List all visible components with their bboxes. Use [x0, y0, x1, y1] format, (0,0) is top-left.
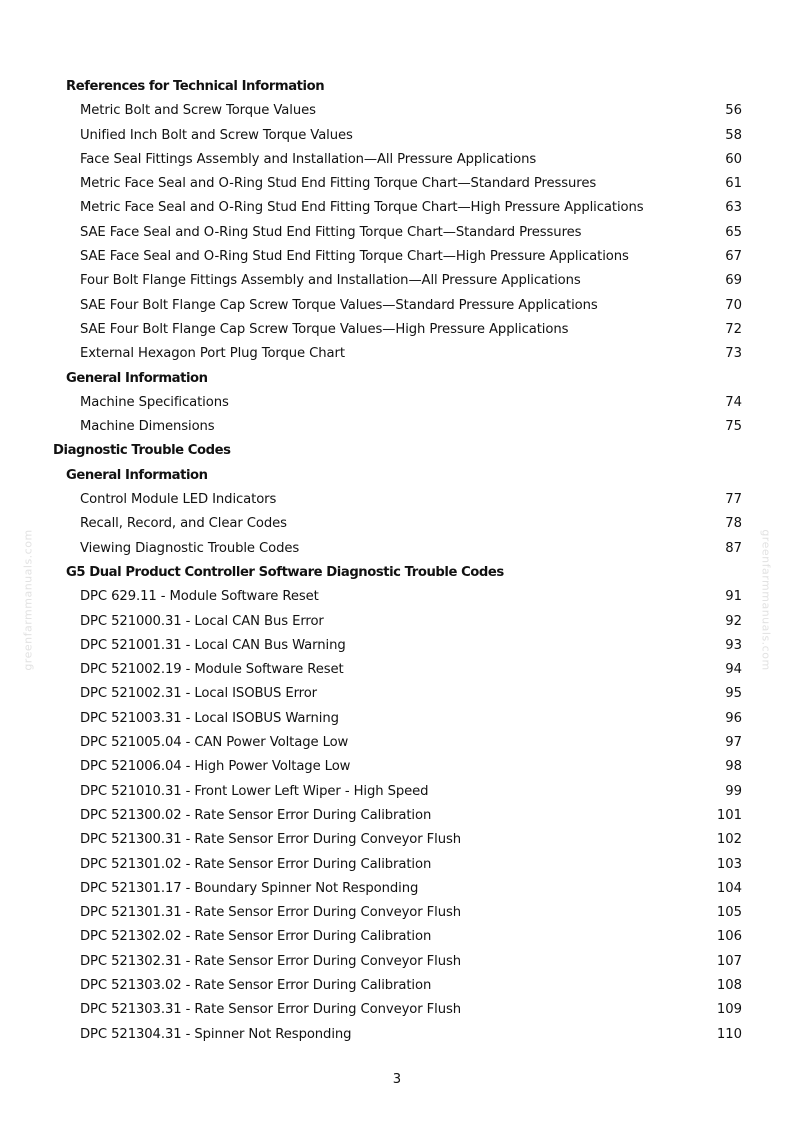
- toc-entry-title: SAE Face Seal and O-Ring Stud End Fitting Torque Chart—Standard Pressures: [80, 224, 582, 240]
- toc-entry[interactable]: [0, 707, 794, 731]
- toc-entry-title: General Information: [66, 370, 208, 386]
- toc-entry-title: DPC 521005.04 - CAN Power Voltage Low: [80, 735, 349, 751]
- toc-entry[interactable]: [0, 658, 794, 682]
- toc-entry-title: Unified Inch Bolt and Screw Torque Values: [80, 127, 353, 143]
- toc-entry[interactable]: [0, 610, 794, 634]
- toc-entry-page-number: 73: [725, 346, 742, 362]
- toc-entry[interactable]: [0, 391, 794, 415]
- toc-entry-title: External Hexagon Port Plug Torque Chart: [80, 346, 345, 362]
- toc-entry[interactable]: [0, 853, 794, 877]
- toc-entry[interactable]: [0, 99, 794, 123]
- toc-entry-title: DPC 521003.31 - Local ISOBUS Warning: [80, 710, 339, 726]
- toc-entry[interactable]: [0, 269, 794, 293]
- toc-entry[interactable]: [0, 342, 794, 366]
- toc-entry-page-number: 56: [725, 103, 742, 119]
- toc-entry-page-number: 61: [725, 176, 742, 192]
- toc-entry[interactable]: [0, 877, 794, 901]
- toc-entry[interactable]: [0, 828, 794, 852]
- toc-entry[interactable]: [0, 172, 794, 196]
- watermark-left: greenfarmmanuals.com: [21, 529, 35, 671]
- toc-entry[interactable]: [0, 585, 794, 609]
- toc-entry[interactable]: [0, 148, 794, 172]
- toc-entry-page-number: 91: [725, 589, 742, 605]
- toc-entry[interactable]: [0, 1023, 794, 1047]
- toc-entry-title: DPC 521002.19 - Module Software Reset: [80, 662, 344, 678]
- toc-entry[interactable]: [0, 512, 794, 536]
- toc-entry-page-number: 69: [725, 273, 742, 289]
- toc-entry-title: Diagnostic Trouble Codes: [53, 443, 231, 459]
- toc-entry-page-number: 96: [725, 710, 742, 726]
- toc-entry-page-number: 95: [725, 686, 742, 702]
- toc-entry-title: General Information: [66, 467, 208, 483]
- toc-entry-page-number: 104: [716, 880, 742, 896]
- toc-entry-title: SAE Four Bolt Flange Cap Screw Torque Values—Standard Pressure Applications: [80, 297, 598, 313]
- toc-entry[interactable]: [0, 634, 794, 658]
- toc-entry-page-number: 99: [725, 783, 742, 799]
- toc-entry-title: DPC 521304.31 - Spinner Not Responding: [80, 1026, 352, 1042]
- toc-entry-page-number: 87: [725, 540, 742, 556]
- toc-entry-page-number: 77: [725, 492, 742, 508]
- toc-entry-title: DPC 521002.31 - Local ISOBUS Error: [80, 686, 317, 702]
- toc-entry-page-number: 108: [716, 977, 742, 993]
- toc-entry-page-number: 93: [725, 637, 742, 653]
- toc-entry-title: Metric Face Seal and O-Ring Stud End Fitting Torque Chart—High Pressure Applications: [80, 200, 644, 216]
- toc-entry-page-number: 78: [725, 516, 742, 532]
- toc-entry-title: G5 Dual Product Controller Software Diagnostic Trouble Codes: [66, 564, 504, 580]
- toc-entry[interactable]: [0, 124, 794, 148]
- toc-entry[interactable]: [0, 415, 794, 439]
- toc-entry[interactable]: [0, 221, 794, 245]
- toc-entry-page-number: 70: [725, 297, 742, 313]
- toc-entry-title: SAE Four Bolt Flange Cap Screw Torque Values—High Pressure Applications: [80, 321, 569, 337]
- toc-entry-title: Viewing Diagnostic Trouble Codes: [80, 540, 300, 556]
- toc-entry[interactable]: [0, 537, 794, 561]
- toc-entry[interactable]: [0, 731, 794, 755]
- toc-entry-page-number: 94: [725, 662, 742, 678]
- table-of-contents: [0, 75, 794, 1047]
- toc-entry[interactable]: [0, 780, 794, 804]
- toc-entry-title: Recall, Record, and Clear Codes: [80, 516, 287, 532]
- watermark-right: greenfarmmanuals.com: [759, 529, 773, 671]
- toc-entry[interactable]: [0, 682, 794, 706]
- toc-entry-page-number: 98: [725, 759, 742, 775]
- toc-entry-title: DPC 521300.02 - Rate Sensor Error During Calibration: [80, 807, 432, 823]
- toc-entry-page-number: 65: [725, 224, 742, 240]
- toc-entry-title: DPC 521010.31 - Front Lower Left Wiper - High Speed: [80, 783, 429, 799]
- toc-entry-title: SAE Face Seal and O-Ring Stud End Fitting Torque Chart—High Pressure Applications: [80, 249, 629, 265]
- toc-entry-title: DPC 521001.31 - Local CAN Bus Warning: [80, 637, 346, 653]
- toc-entry-title: Face Seal Fittings Assembly and Installation—All Pressure Applications: [80, 151, 537, 167]
- toc-entry[interactable]: [0, 974, 794, 998]
- toc-entry-title: DPC 521006.04 - High Power Voltage Low: [80, 759, 351, 775]
- toc-entry-page-number: 110: [716, 1026, 742, 1042]
- toc-entry-page-number: 72: [725, 321, 742, 337]
- toc-entry[interactable]: [0, 294, 794, 318]
- toc-entry-title: References for Technical Information: [66, 79, 325, 94]
- toc-entry-title: Metric Bolt and Screw Torque Values: [80, 103, 316, 119]
- toc-entry[interactable]: [0, 804, 794, 828]
- toc-entry-page-number: 92: [725, 613, 742, 629]
- toc-entry-page-number: 58: [725, 127, 742, 143]
- toc-entry[interactable]: [0, 998, 794, 1022]
- toc-section-heading[interactable]: [0, 561, 794, 585]
- toc-entry-page-number: 102: [716, 832, 742, 848]
- toc-entry-title: DPC 521000.31 - Local CAN Bus Error: [80, 613, 324, 629]
- toc-entry-title: DPC 521300.31 - Rate Sensor Error During Conveyor Flush: [80, 832, 462, 848]
- page-number: 3: [392, 1072, 402, 1087]
- toc-entry-page-number: 60: [725, 151, 742, 167]
- toc-entry-title: DPC 521301.31 - Rate Sensor Error During Conveyor Flush: [80, 905, 462, 921]
- toc-entry-title: Four Bolt Flange Fittings Assembly and Installation—All Pressure Applications: [80, 273, 581, 289]
- toc-entry[interactable]: [0, 245, 794, 269]
- toc-entry[interactable]: [0, 196, 794, 220]
- toc-entry-page-number: 106: [716, 929, 742, 945]
- toc-entry[interactable]: [0, 950, 794, 974]
- toc-entry-title: DPC 521301.02 - Rate Sensor Error During Calibration: [80, 856, 432, 872]
- toc-entry-title: DPC 521303.31 - Rate Sensor Error During Conveyor Flush: [80, 1002, 462, 1018]
- toc-entry-page-number: 67: [725, 249, 742, 265]
- toc-entry-title: Metric Face Seal and O-Ring Stud End Fitting Torque Chart—Standard Pressures: [80, 176, 597, 192]
- toc-entry-title: DPC 521301.17 - Boundary Spinner Not Responding: [80, 880, 419, 896]
- toc-entry-title: DPC 629.11 - Module Software Reset: [80, 589, 319, 605]
- toc-entry-page-number: 105: [716, 905, 742, 921]
- toc-entry[interactable]: [0, 488, 794, 512]
- toc-entry-title: Machine Specifications: [80, 394, 229, 410]
- toc-section-heading[interactable]: [0, 75, 794, 99]
- toc-section-heading[interactable]: [0, 367, 794, 391]
- toc-entry[interactable]: [0, 925, 794, 949]
- toc-entry[interactable]: [0, 755, 794, 779]
- toc-entry-title: DPC 521303.02 - Rate Sensor Error During Calibration: [80, 977, 432, 993]
- toc-entry-page-number: 63: [725, 200, 742, 216]
- toc-chapter-heading[interactable]: [0, 439, 794, 463]
- toc-entry-page-number: 74: [725, 394, 742, 410]
- toc-entry-page-number: 75: [725, 419, 742, 435]
- toc-entry[interactable]: [0, 318, 794, 342]
- toc-entry-title: Machine Dimensions: [80, 419, 215, 435]
- toc-entry-page-number: 107: [716, 953, 742, 969]
- toc-entry[interactable]: [0, 901, 794, 925]
- toc-section-heading[interactable]: [0, 464, 794, 488]
- toc-entry-title: Control Module LED Indicators: [80, 492, 277, 508]
- toc-entry-title: DPC 521302.31 - Rate Sensor Error During Conveyor Flush: [80, 953, 462, 969]
- toc-entry-page-number: 109: [716, 1002, 742, 1018]
- toc-entry-page-number: 103: [716, 856, 742, 872]
- toc-entry-page-number: 101: [716, 807, 742, 823]
- toc-entry-title: DPC 521302.02 - Rate Sensor Error During Calibration: [80, 929, 432, 945]
- toc-entry-page-number: 97: [725, 735, 742, 751]
